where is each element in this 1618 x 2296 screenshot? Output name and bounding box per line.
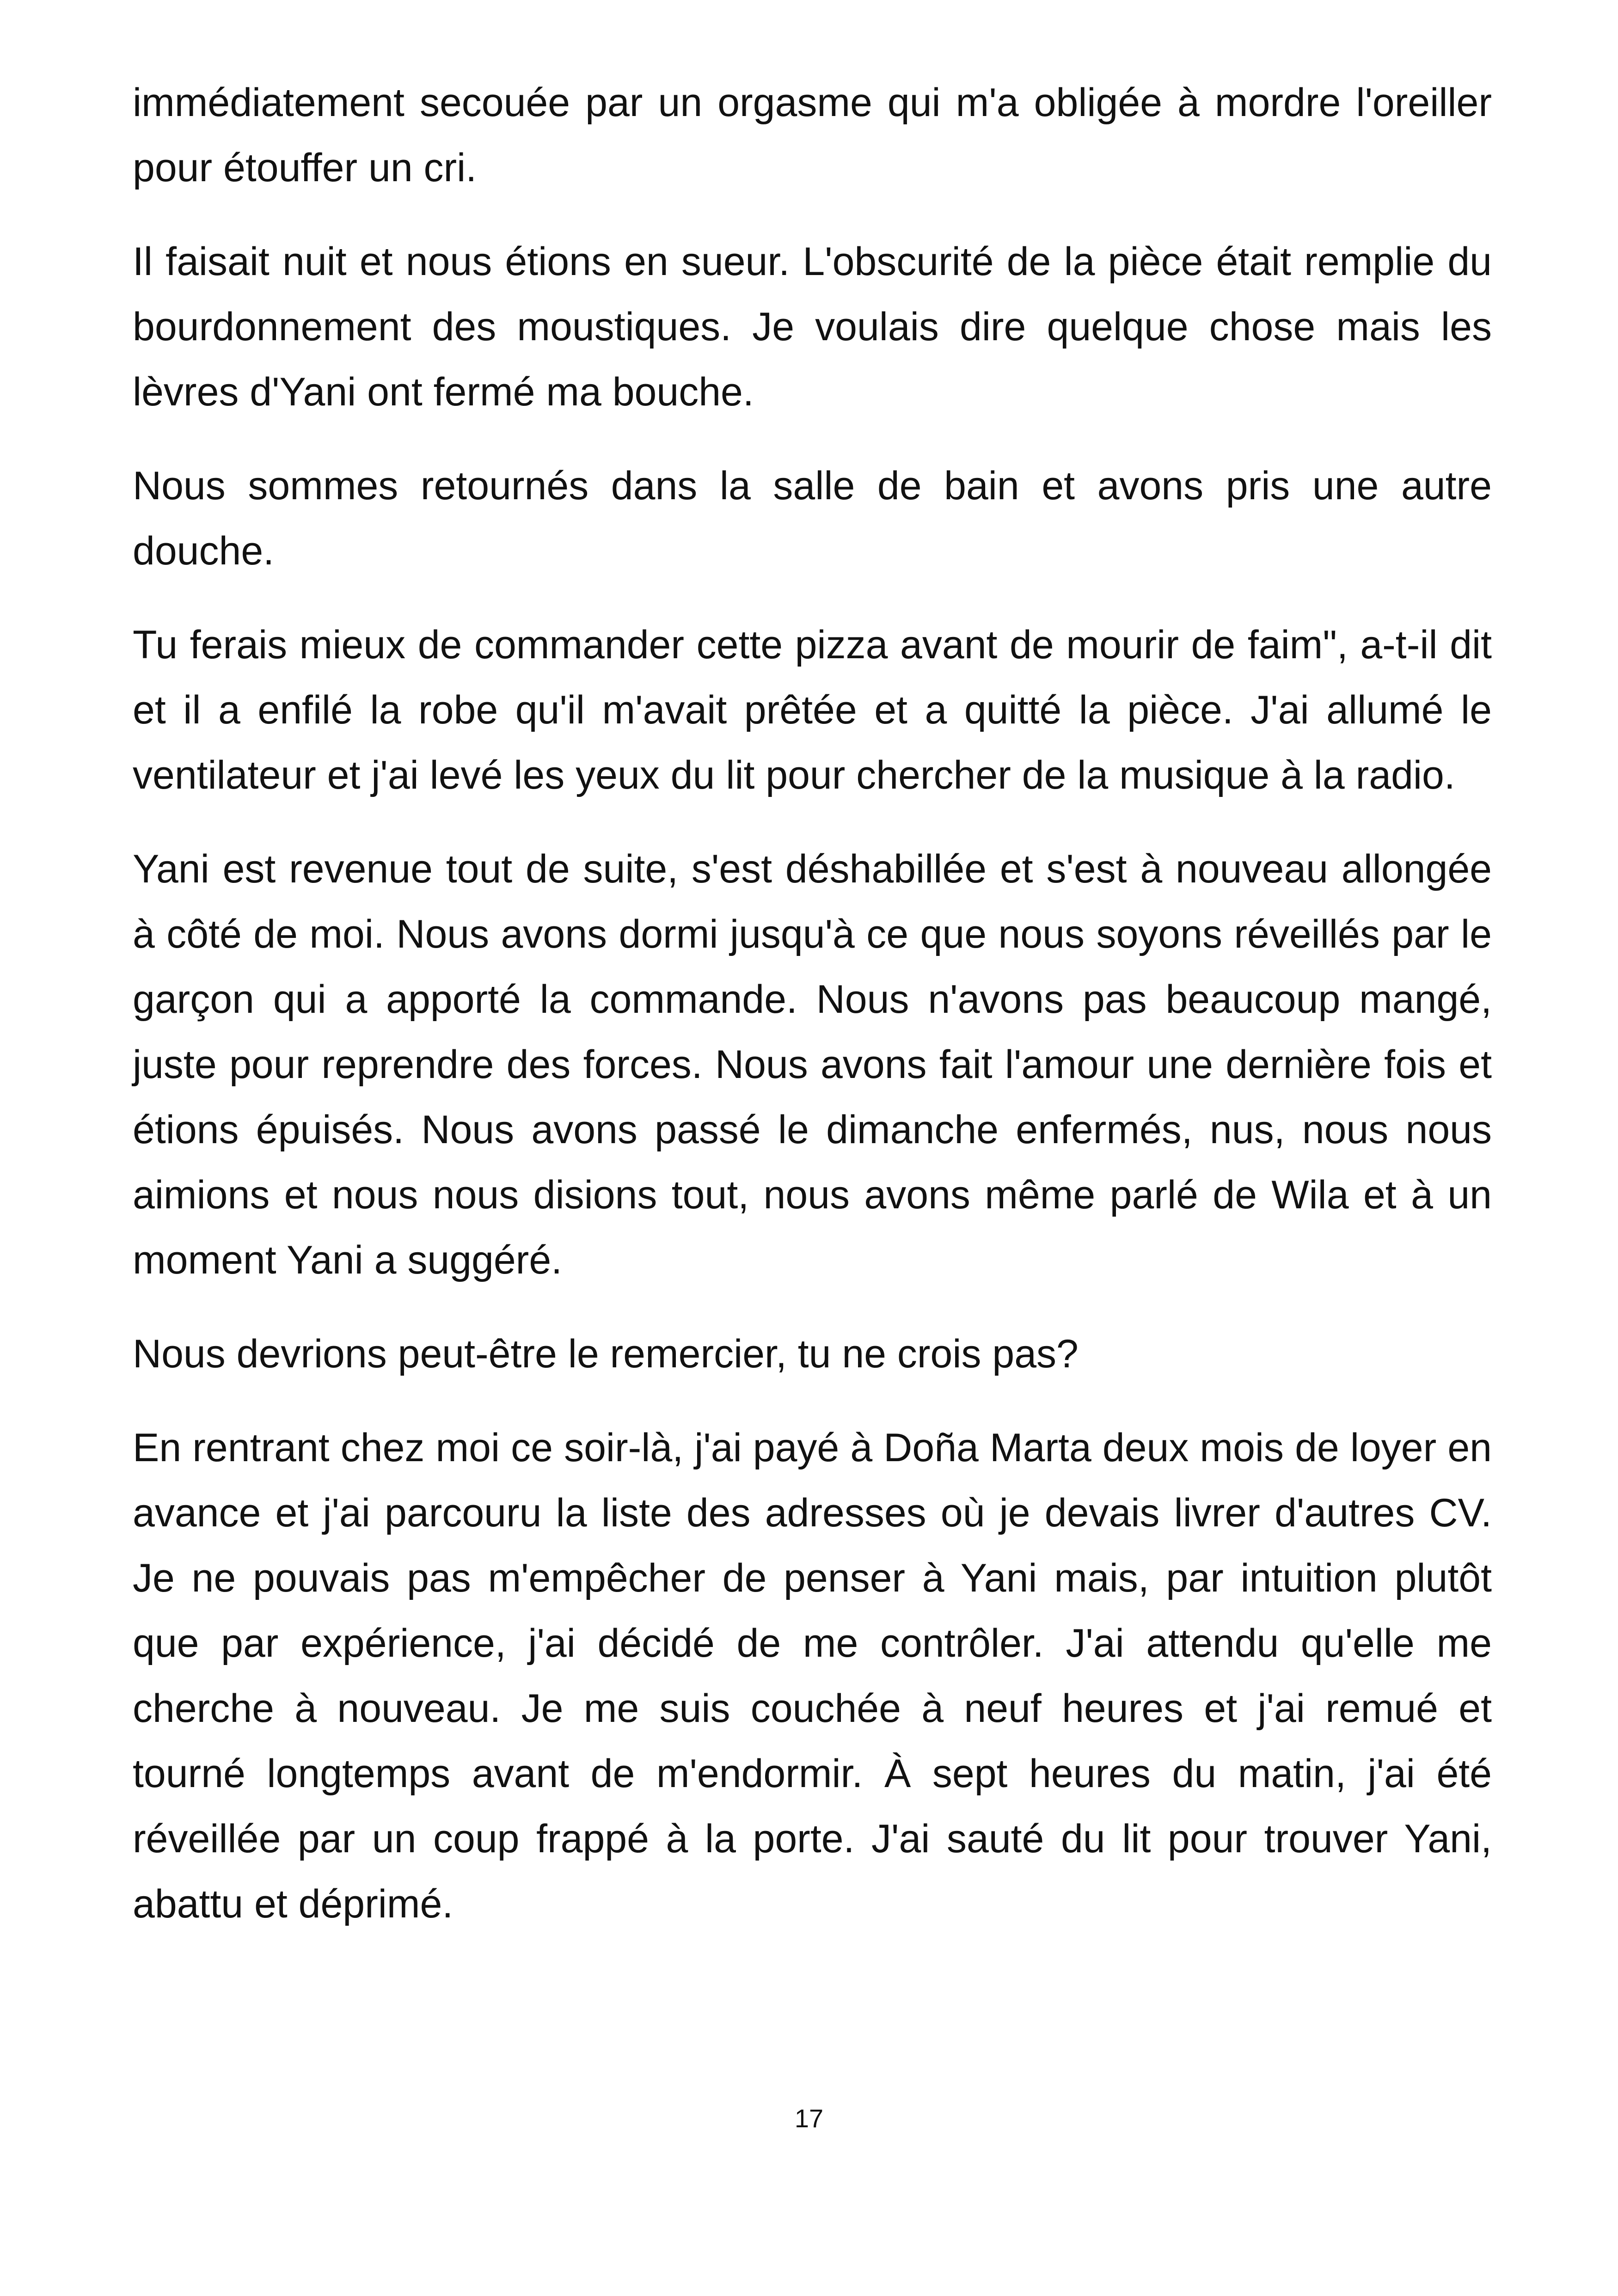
body-text [133,70,1492,1965]
paragraph: Il faisait nuit et nous étions en sueur. L'obscurité de la pièce était remplie du bourdonnement des moustiques. Je voulais dire quelque chose mais les lèvres d'Yani ont fermé ma bouche. [133,239,1492,414]
paragraph: immédiatement secouée par un orgasme qui m'a obligée à mordre l'oreiller pour étouffer un cri. [133,80,1492,190]
page-number: 17 [794,2104,824,2133]
paragraph: En rentrant chez moi ce soir-là, j'ai payé à Doña Marta deux mois de loyer en avance et j'ai parcouru la liste des adresses où je devais livrer d'autres CV. Je ne pouvais pas m'empêcher de penser à Yani mais, par intuition plutôt que par expérience, j'ai décidé de me contrôler. J'ai attendu qu'elle me cherche à nouveau. Je me suis couchée à neuf heures et j'ai remué et tourné longtemps avant de m'endormir. À sept heures du matin, j'ai été réveillée par un coup frappé à la porte. J'ai sauté du lit pour trouver Yani, abattu et déprimé. [133,1426,1492,1926]
paragraph: Yani est revenue tout de suite, s'est déshabillée et s'est à nouveau allongée à côté de moi. Nous avons dormi jusqu'à ce que nous soyons réveillés par le garçon qui a apporté la commande. Nous n'avons pas beaucoup mangé, juste pour reprendre des forces. Nous avons fait l'amour une dernière fois et étions épuisés. Nous avons passé le dimanche enfermés, nus, nous nous aimions et nous nous disions tout, nous avons même parlé de Wila et à un moment Yani a suggéré. [133,847,1492,1282]
paragraph: Nous devrions peut-être le remercier, tu ne crois pas? [133,1332,1079,1376]
paragraph: Nous sommes retournés dans la salle de bain et avons pris une autre douche. [133,464,1492,573]
paragraph: Tu ferais mieux de commander cette pizza avant de mourir de faim", a-t-il dit et il a enfilé la robe qu'il m'avait prêtée et a quitté la pièce. J'ai allumé le ventilateur et j'ai levé les yeux du lit pour chercher de la musique à la radio. [133,623,1492,797]
